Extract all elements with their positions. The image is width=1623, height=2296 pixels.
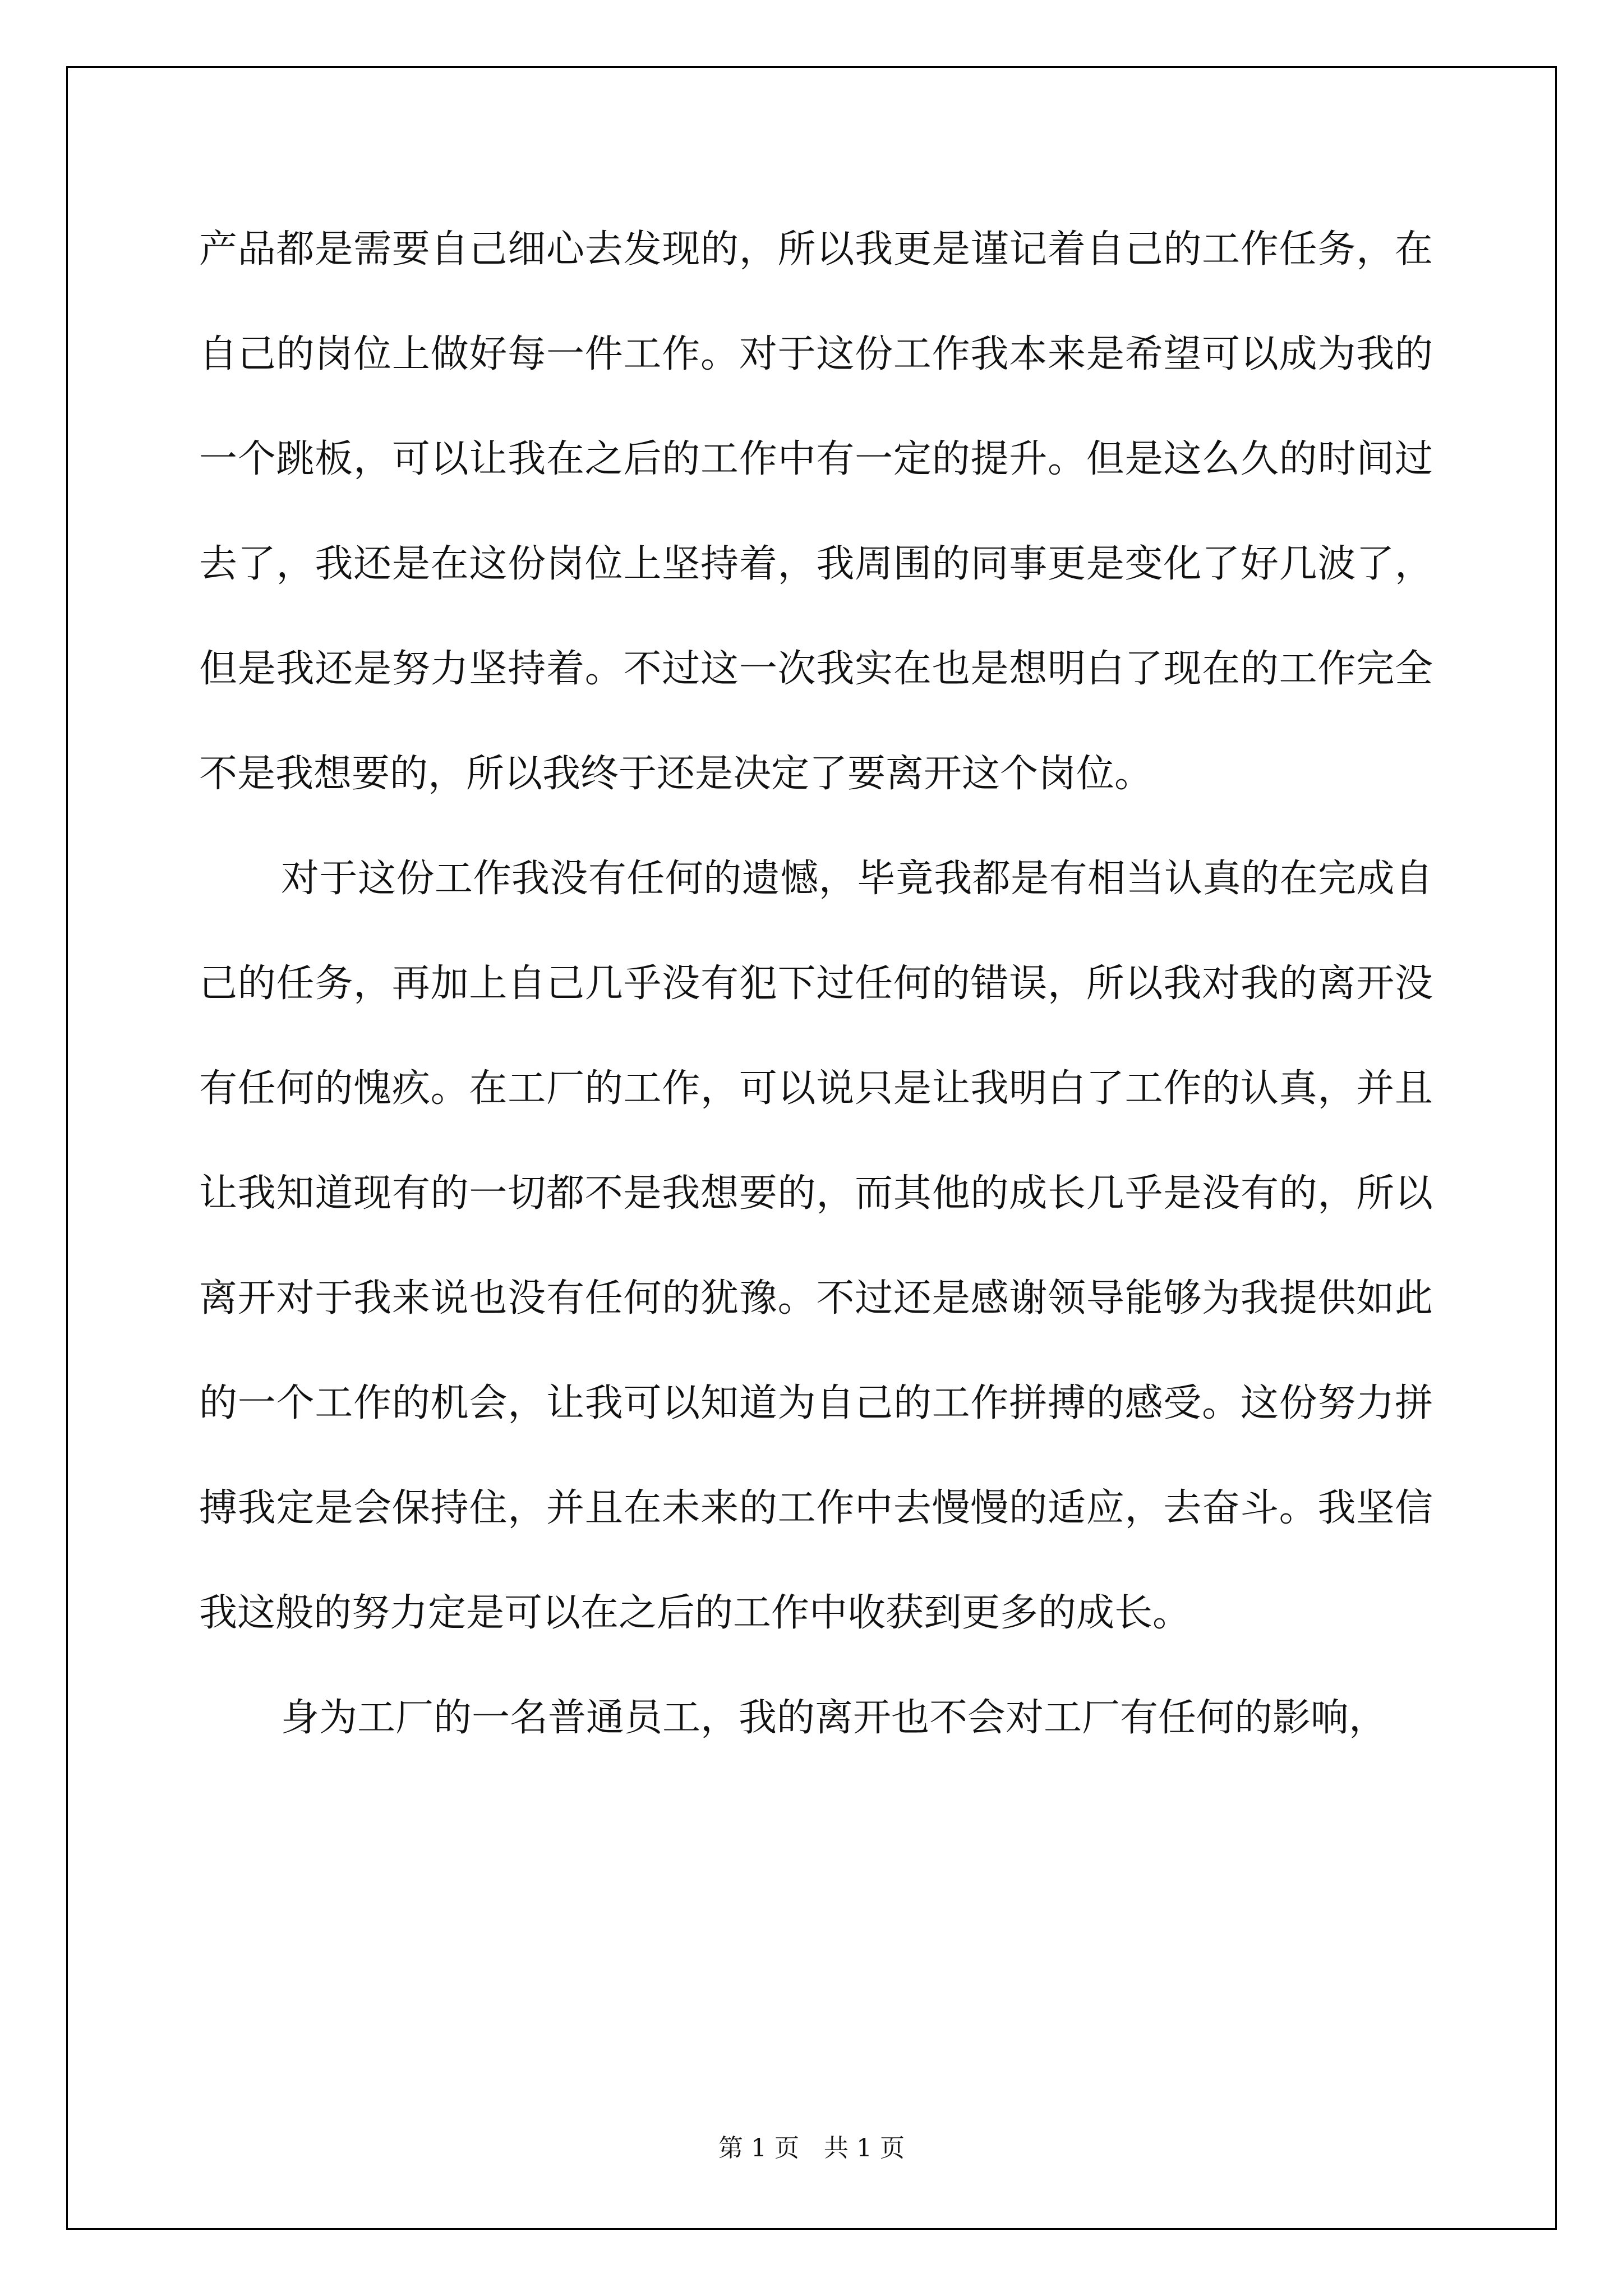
- paragraph-3: 身为工厂的一名普通员工，我的离开也不会对工厂有任何的影响，: [281, 1696, 1387, 1740]
- paragraph-1: 产品都是需要自己细心去发现的，所以我更是谨记着自己的工作任务，在自己的岗位上做好每一件工作。对于这份工作我本来是希望可以成为我的一个跳板，可以让我在之后的工作中有一定的提升。但是这么久的时间过去了，我还是在这份岗位上坚持着，我周围的同事更是变化了好几波了，但是我还是努力坚持着。不过这一次我实在也是想明白了现在的工作完全不是我想要的，所以我终于还是决定了要离开这个岗位。: [199, 227, 1433, 796]
- document-body: [199, 197, 1433, 1770]
- page-footer: 第 1 页 共 1 页: [718, 2134, 905, 2162]
- paragraph-2: 对于这份工作我没有任何的遗憾，毕竟我都是有相当认真的在完成自己的任务，再加上自己几乎没有犯下过任何的错误，所以我对我的离开没有任何的愧疚。在工厂的工作，可以说只是让我明白了工作的认真，并且让我知道现有的一切都不是我想要的，而其他的成长几乎是没有的，所以离开对于我来说也没有任何的犹豫。不过还是感谢领导能够为我提供如此的一个工作的机会，让我可以知道为自己的工作拼搏的感受。这份努力拼搏我定是会保持住，并且在未来的工作中去慢慢的适应，去奋斗。我坚信我这般的努力定是可以在之后的工作中收获到更多的成长。: [199, 857, 1433, 1635]
